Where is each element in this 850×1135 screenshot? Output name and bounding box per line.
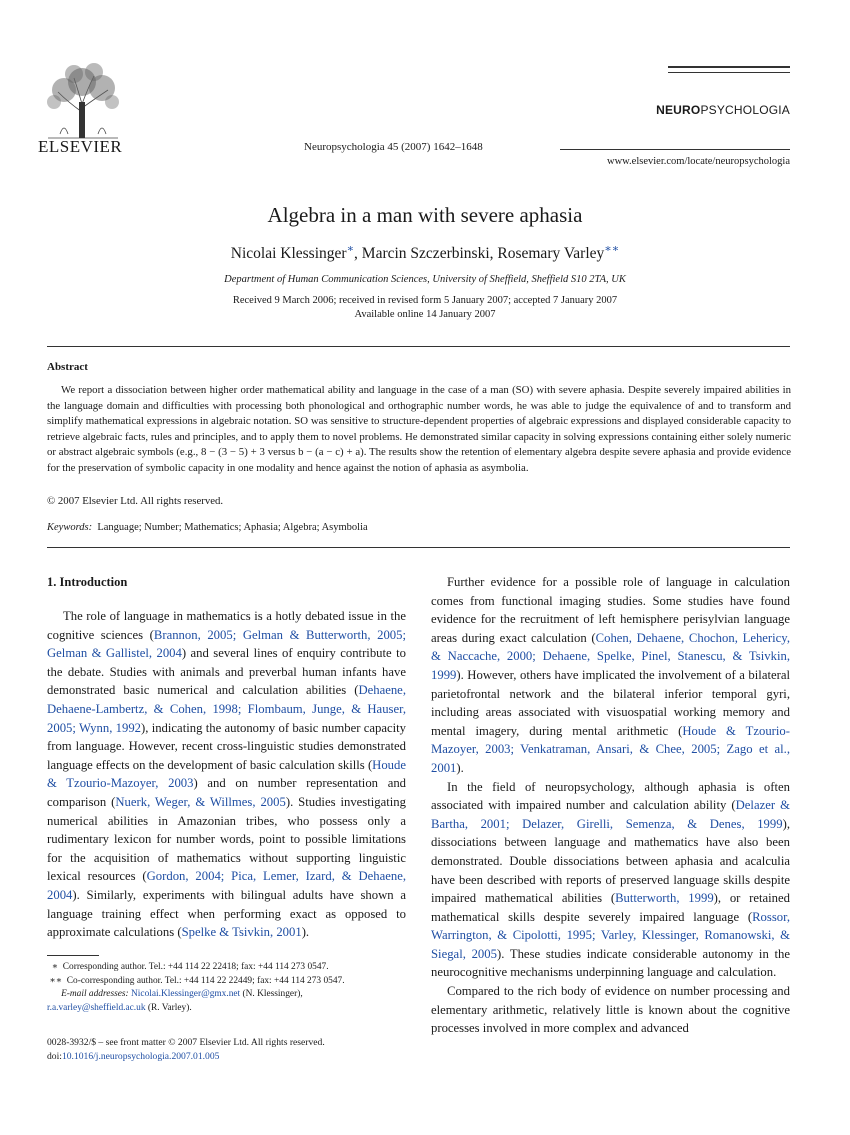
email-link-varley[interactable]: r.a.varley@sheffield.ac.uk <box>47 1002 146 1013</box>
journal-brand <box>656 103 790 117</box>
paragraph-text: ) and on number representation and comparison ( <box>47 776 407 809</box>
intro-paragraph-4 <box>431 982 790 1038</box>
article-dates <box>0 294 850 322</box>
paragraph-text: ), dissociations between language and mathematics have also been demonstrated. Double dissociations between aphasia and acalculia have been described with reports of preserved language skills despite impaired mathematical abilities ( <box>431 816 790 906</box>
paragraph-text: Further evidence for a possible role of language in calculation comes from functional imaging studies. Some studies have found evidence for the recruitment of left hemisphere perisylvian language areas during exact calculation ( <box>431 575 790 645</box>
footnote-rule <box>47 955 99 956</box>
abstract-rule-bottom <box>47 547 790 548</box>
keywords-label: Keywords: <box>47 522 93 533</box>
header-rule-top-thin <box>668 72 790 73</box>
email-owner-varley: (R. Varley). <box>145 1002 192 1013</box>
journal-brand-bold: NEURO <box>656 103 701 117</box>
paragraph-text: In the field of neuropsychology, although aphasia is often associated with impaired number and calculation ability ( <box>431 779 790 813</box>
email-link-klessinger[interactable]: Nicolai.Klessinger@gmx.net <box>131 989 241 999</box>
footnote-2-text: Co-corresponding author. Tel.: +44 114 22 22449; fax: +44 114 273 0547. <box>66 975 345 986</box>
footnotes <box>47 961 407 1015</box>
citation-link[interactable]: Nuerk, Weger, & Willmes, 2005 <box>115 794 286 809</box>
abstract-heading: Abstract <box>47 361 88 373</box>
paragraph-text: The role of language in mathematics is a hotly debated issue in the cognitive sciences ( <box>47 609 406 642</box>
doi-label: doi: <box>47 1051 62 1062</box>
publisher-name: ELSEVIER <box>38 137 123 156</box>
citation-link[interactable]: Delazer & Bartha, 2001; Delazer, Girelli, Semenza, & Denes, 1999 <box>431 798 790 831</box>
footnote-2 <box>47 975 407 989</box>
citation-link[interactable]: Butterworth, 1999 <box>615 891 714 906</box>
citation-link[interactable]: Brannon, 2005; Gelman & Butterworth, 2005; Gelman & Gallistel, 2004 <box>47 627 406 661</box>
paragraph-text: ). However, others have implicated the involvement of a bilateral parietofrontal network and the bilateral inferior temporal gyri, including areas associated with visuospatial working memory and mental imagery, during mental arithmetic ( <box>431 667 790 738</box>
abstract-copyright: © 2007 Elsevier Ltd. All rights reserved. <box>47 495 224 507</box>
journal-brand-rest: PSYCHOLOGIA <box>700 103 790 117</box>
citation-link[interactable]: Houde & Tzourio-Mazoyer, 2003; Venkatraman, Ansari, & Chee, 2005; Zago et al., 2001 <box>431 723 790 775</box>
email-owner-klessinger: (N. Klessinger), <box>240 989 303 999</box>
intro-paragraph-2 <box>431 573 790 778</box>
keywords-values: Language; Number; Mathematics; Aphasia; Algebra; Asymbolia <box>97 522 368 533</box>
citation-link[interactable]: Cohen, Dehaene, Chochon, Lehericy, & Naccache, 2000; Dehaene, Spelke, Pinel, Stanescu, & Tsivkin, 1999 <box>431 630 791 682</box>
author1-footnote-mark[interactable]: ∗ <box>346 243 355 255</box>
footnote-1 <box>47 961 407 975</box>
front-matter <box>47 1036 325 1064</box>
header-rule-top <box>668 66 790 68</box>
citation-link[interactable]: Rossor, Warrington, & Cipolotti, 1995; Varley, Klessinger, Romanowski, & Siegal, 2005 <box>431 909 790 961</box>
abstract-body <box>47 383 791 476</box>
citation-link[interactable]: Spelke & Tsivkin, 2001 <box>181 925 302 940</box>
journal-reference: Neuropsychologia 45 (2007) 1642–1648 <box>304 141 483 153</box>
journal-url[interactable]: www.elsevier.com/locate/neuropsychologia <box>606 156 790 167</box>
footnote-2-mark: ∗∗ <box>49 975 63 986</box>
paragraph-text: ) and several lines of enquiry contribute to the debate. Studies with animals and preverbal human infants have demonstrated basic numerical and calculation abilities ( <box>47 646 406 698</box>
left-column <box>47 607 406 942</box>
right-column <box>431 573 790 1038</box>
paragraph-text: ). <box>456 760 464 775</box>
section-heading-introduction: 1. Introduction <box>47 575 128 589</box>
citation-link[interactable]: Dehaene, Dehaene-Lambertz, & Cohen, 1998; Flombaum, Junge, & Hauser, 2005; Wynn, 1992 <box>47 683 406 735</box>
footnote-1-mark: ∗ <box>51 962 59 972</box>
doi-link[interactable]: 10.1016/j.neuropsychologia.2007.01.005 <box>61 1051 220 1062</box>
doi-line <box>47 1050 325 1064</box>
affiliation: Department of Human Communication Sciences, University of Sheffield, Sheffield S10 2TA, UK <box>224 274 626 285</box>
citation-link[interactable]: Houde & Tzourio-Mazoyer, 2003 <box>47 757 406 791</box>
header-rule-bottom <box>560 149 790 150</box>
email-label: E-mail addresses: <box>61 989 129 999</box>
paragraph-text: ). Similarly, experiments with bilingual adults have shown a language training effect when performing exact as opposed to approximate calculations ( <box>47 887 406 940</box>
author3-footnote-mark[interactable]: ∗∗ <box>604 243 620 255</box>
citation-link[interactable]: Gordon, 2004; Pica, Lemer, Izard, & Dehaene, 2004 <box>47 869 406 902</box>
abstract-text: We report a dissociation between higher order mathematical ability and language in the case of a man (SO) with severe aphasia. Despite severely impaired abilities in the language domain and difficulties with processing both phonological and orthographic number words, he was able to judge the equivalence of and to transform and simplify mathematical expressions in algebraic notation. SO was sensitive to structure-dependent properties of algebraic expressions and displayed considerable capacity to retrieve algebraic facts, rules and principles, and to apply them to novel problems. He demonstrated similar capacity in solving expressions containing either solely numeric or abstract algebraic symbols (e.g., 8 − (3 − 5) + 3 versus b − (a − c) + a). The results show the retention of elementary algebra despite severe aphasia and provide evidence for the preservation of symbolic capacity in one modality and hence against the notion of aphasia as asymbolia. <box>47 384 791 474</box>
paragraph-text: ), indicating the autonomy of basic number capacity from language. However, recent cross-linguistic studies demonstrated language effects on the development of basic calculation skills ( <box>47 720 406 772</box>
paragraph-text: ), or retained mathematical skills despite severely impaired language ( <box>431 891 790 924</box>
paragraph-text: Compared to the rich body of evidence on number processing and elementary arithmetic, relatively little is known about the cognitive processes involved in more complex and advanced <box>431 984 790 1036</box>
footnote-1-text: Corresponding author. Tel.: +44 114 22 22418; fax: +44 114 273 0547. <box>62 962 329 972</box>
available-date: Available online 14 January 2007 <box>354 309 496 320</box>
footnote-emails-cont <box>47 1002 407 1016</box>
author-others: , Marcin Szczerbinski, Rosemary Varley <box>354 245 605 263</box>
abstract-rule-top <box>47 346 790 347</box>
intro-paragraph-3 <box>431 778 790 983</box>
paragraph-text: ). These studies indicate considerable autonomy in the neurocognitive mechanisms underpinning language and calculation. <box>431 946 790 980</box>
received-dates: Received 9 March 2006; received in revised form 5 January 2007; accepted 7 January 2007 <box>232 295 618 306</box>
paragraph-text: ). Studies investigating numerical abilities in Amazonian tribes, who possess only a rudimentary lexicon for number words, point to possible limitations for the acquisition of mathematics without supporting linguistic lexical resources ( <box>47 794 406 884</box>
keywords <box>47 522 368 533</box>
intro-paragraph-1 <box>47 607 406 942</box>
author-klessinger: Nicolai Klessinger <box>230 245 347 263</box>
article-title: Algebra in a man with severe aphasia <box>267 203 583 227</box>
author-list <box>0 242 850 263</box>
issn-line: 0028-3932/$ – see front matter © 2007 Elsevier Ltd. All rights reserved. <box>47 1037 325 1048</box>
paragraph-text: ). <box>301 925 310 940</box>
footnote-emails <box>47 988 407 1002</box>
